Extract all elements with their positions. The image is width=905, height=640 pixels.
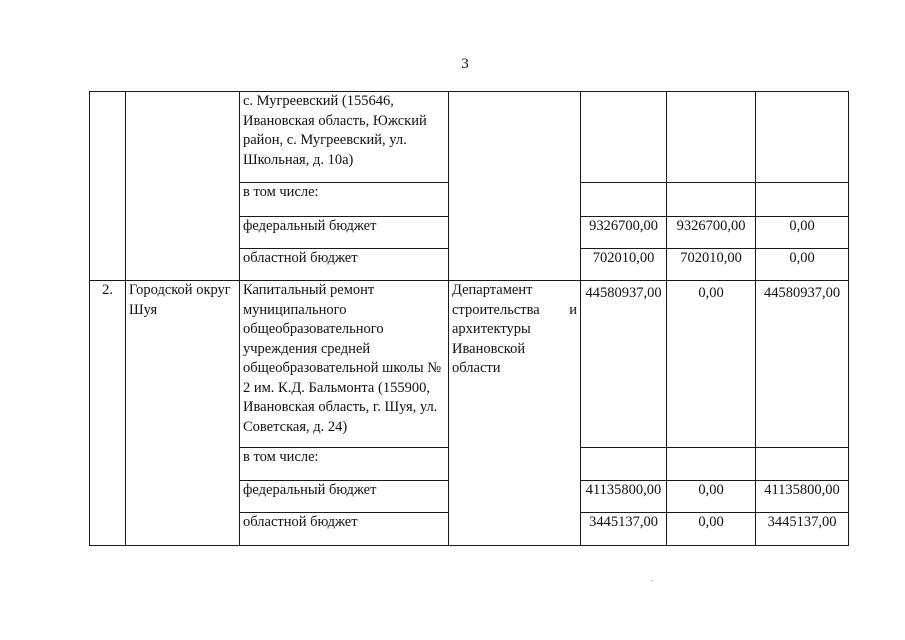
- federal-amount-cell: [667, 448, 756, 481]
- municipality-cell: [126, 92, 240, 281]
- total-amount-cell: [581, 448, 667, 481]
- department-cell: Департамент строительства и архитектуры Ивановской области: [449, 281, 581, 546]
- regional-amount-cell: [756, 183, 849, 217]
- federal-amount-cell: 9326700,00: [667, 217, 756, 249]
- object-description: с. Мугреевский (155646, Ивановская область, Южский район, с. Мугреевский, ул. Школьная, д. 10а): [240, 92, 449, 183]
- total-amount-cell: 41135800,00: [581, 481, 667, 513]
- row-index-cell: 2.: [90, 281, 126, 546]
- regional-amount-cell: [756, 448, 849, 481]
- total-amount-cell: 44580937,00: [581, 281, 667, 448]
- page-number: 3: [461, 56, 469, 72]
- regional-amount-cell: [756, 92, 849, 183]
- subrow-label: областной бюджет: [240, 249, 449, 281]
- total-amount-cell: 3445137,00: [581, 513, 667, 546]
- scan-speck: [651, 580, 653, 581]
- total-amount-cell: [581, 92, 667, 183]
- federal-amount-cell: 0,00: [667, 281, 756, 448]
- total-amount-cell: 702010,00: [581, 249, 667, 281]
- regional-amount-cell: 44580937,00: [756, 281, 849, 448]
- total-amount-cell: 9326700,00: [581, 217, 667, 249]
- regional-amount-cell: 41135800,00: [756, 481, 849, 513]
- subrow-label: областной бюджет: [240, 513, 449, 546]
- regional-amount-cell: 0,00: [756, 217, 849, 249]
- department-cell: [449, 92, 581, 281]
- table-row: [90, 281, 849, 448]
- federal-amount-cell: 0,00: [667, 481, 756, 513]
- budget-table: [89, 91, 849, 546]
- subrow-label: федеральный бюджет: [240, 481, 449, 513]
- object-description: Капитальный ремонт муниципального общеобразовательного учреждения средней общеобразовательной школы № 2 им. К.Д. Бальмонта (155900, Ивановская область, г. Шуя, ул. Советская, д. 24): [240, 281, 449, 448]
- federal-amount-cell: [667, 183, 756, 217]
- total-amount-cell: [581, 183, 667, 217]
- subrow-label: федеральный бюджет: [240, 217, 449, 249]
- subrow-label: в том числе:: [240, 183, 449, 217]
- table-row: [90, 92, 849, 183]
- subrow-label: в том числе:: [240, 448, 449, 481]
- federal-amount-cell: 0,00: [667, 513, 756, 546]
- row-index-cell: [90, 92, 126, 281]
- federal-amount-cell: [667, 92, 756, 183]
- regional-amount-cell: 0,00: [756, 249, 849, 281]
- federal-amount-cell: 702010,00: [667, 249, 756, 281]
- regional-amount-cell: 3445137,00: [756, 513, 849, 546]
- municipality-cell: Городской округ Шуя: [126, 281, 240, 546]
